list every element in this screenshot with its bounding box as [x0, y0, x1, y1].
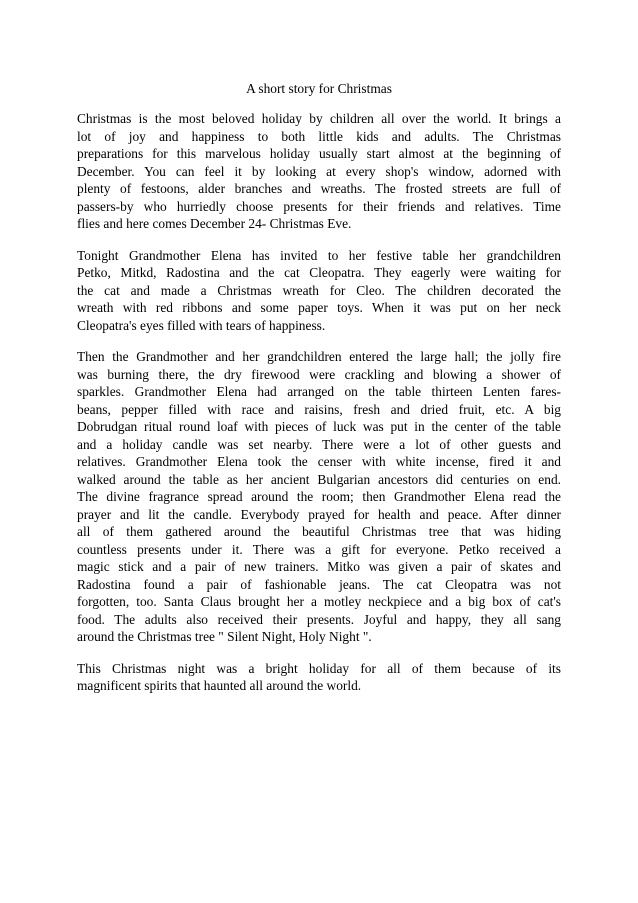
text-line: plenty of festoons, alder branches and wreaths. The frosted streets are full of: [77, 181, 561, 196]
paragraph-2: [77, 247, 561, 335]
text-line: all of them gathered around the beautiful Christmas tree that was hiding: [77, 524, 561, 539]
text-line: around the Christmas tree " Silent Night, Holy Night ".: [77, 629, 372, 644]
text-line: The divine fragrance spread around the room; then Grandmother Elena read the: [77, 489, 561, 504]
text-line: Tonight Grandmother Elena has invited to her festive table her grandchildren: [77, 247, 561, 263]
text-line: Then the Grandmother and her grandchildren entered the large hall; the jolly fire: [77, 349, 561, 364]
text-line: beans, pepper filled with race and raisins, fresh and dried fruit, etc. A big: [77, 401, 561, 417]
paragraph-1: [77, 110, 561, 233]
text-line: This Christmas night was a bright holiday for all of them because of its: [77, 660, 561, 676]
text-line: forgotten, too. Santa Claus brought her a motley neckpiece and a big box of cat's: [77, 594, 561, 609]
text-line: countless presents under it. There was a gift for everyone. Petko received a: [77, 541, 561, 557]
text-line: was burning there, the dry firewood were crackling and blowing a shower of: [77, 366, 561, 382]
text-line: walked around the table as her ancient Bulgarian ancestors did centuries on end.: [77, 471, 561, 487]
text-line: Christmas is the most beloved holiday by children all over the world. It brings a: [77, 111, 561, 126]
text-line: prayer and lit the candle. Everybody prayed for health and peace. After dinner: [77, 506, 561, 522]
text-line: relatives. Grandmother Elena took the censer with white incense, fired it and: [77, 454, 561, 469]
text-line: sparkles. Grandmother Elena had arranged on the table thirteen Lenten fares-: [77, 384, 561, 399]
text-line: Dobrudgan ritual round loaf with pieces of luck was put in the center of the table: [77, 419, 561, 434]
text-line: wreath with red ribbons and some paper toys. When it was put on her neck: [77, 300, 561, 315]
text-line: food. The adults also received their presents. Joyful and happy, they all sang: [77, 611, 561, 627]
text-line: Petko, Mitkd, Radostina and the cat Cleopatra. They eagerly were waiting for: [77, 265, 561, 280]
text-line: lot of joy and happiness to both little kids and adults. The Christmas: [77, 128, 561, 144]
text-line: preparations for this marvelous holiday usually start almost at the beginning of: [77, 146, 561, 161]
text-line: the cat and made a Christmas wreath for Cleo. The children decorated the: [77, 282, 561, 298]
text-line: and a holiday candle was set nearby. There were a lot of other guests and: [77, 436, 561, 452]
paragraph-3: [77, 348, 561, 646]
document-body: [77, 80, 561, 709]
text-line: flies and here comes December 24- Christmas Eve.: [77, 216, 352, 231]
page-title: A short story for Christmas: [246, 81, 392, 96]
text-line: passers-by who hurriedly choose presents for their friends and relatives. Time: [77, 198, 561, 214]
text-line: magic stick and a pair of new trainers. Mitko was given a pair of skates and: [77, 559, 561, 574]
text-line: Radostina found a pair of fashionable jeans. The cat Cleopatra was not: [77, 576, 561, 592]
text-line: Cleopatra's eyes filled with tears of happiness.: [77, 317, 326, 333]
text-line: magnificent spirits that haunted all around the world.: [77, 678, 362, 693]
paragraph-4: [77, 660, 561, 695]
text-line: December. You can feel it by looking at every shop's window, adorned with: [77, 163, 561, 179]
